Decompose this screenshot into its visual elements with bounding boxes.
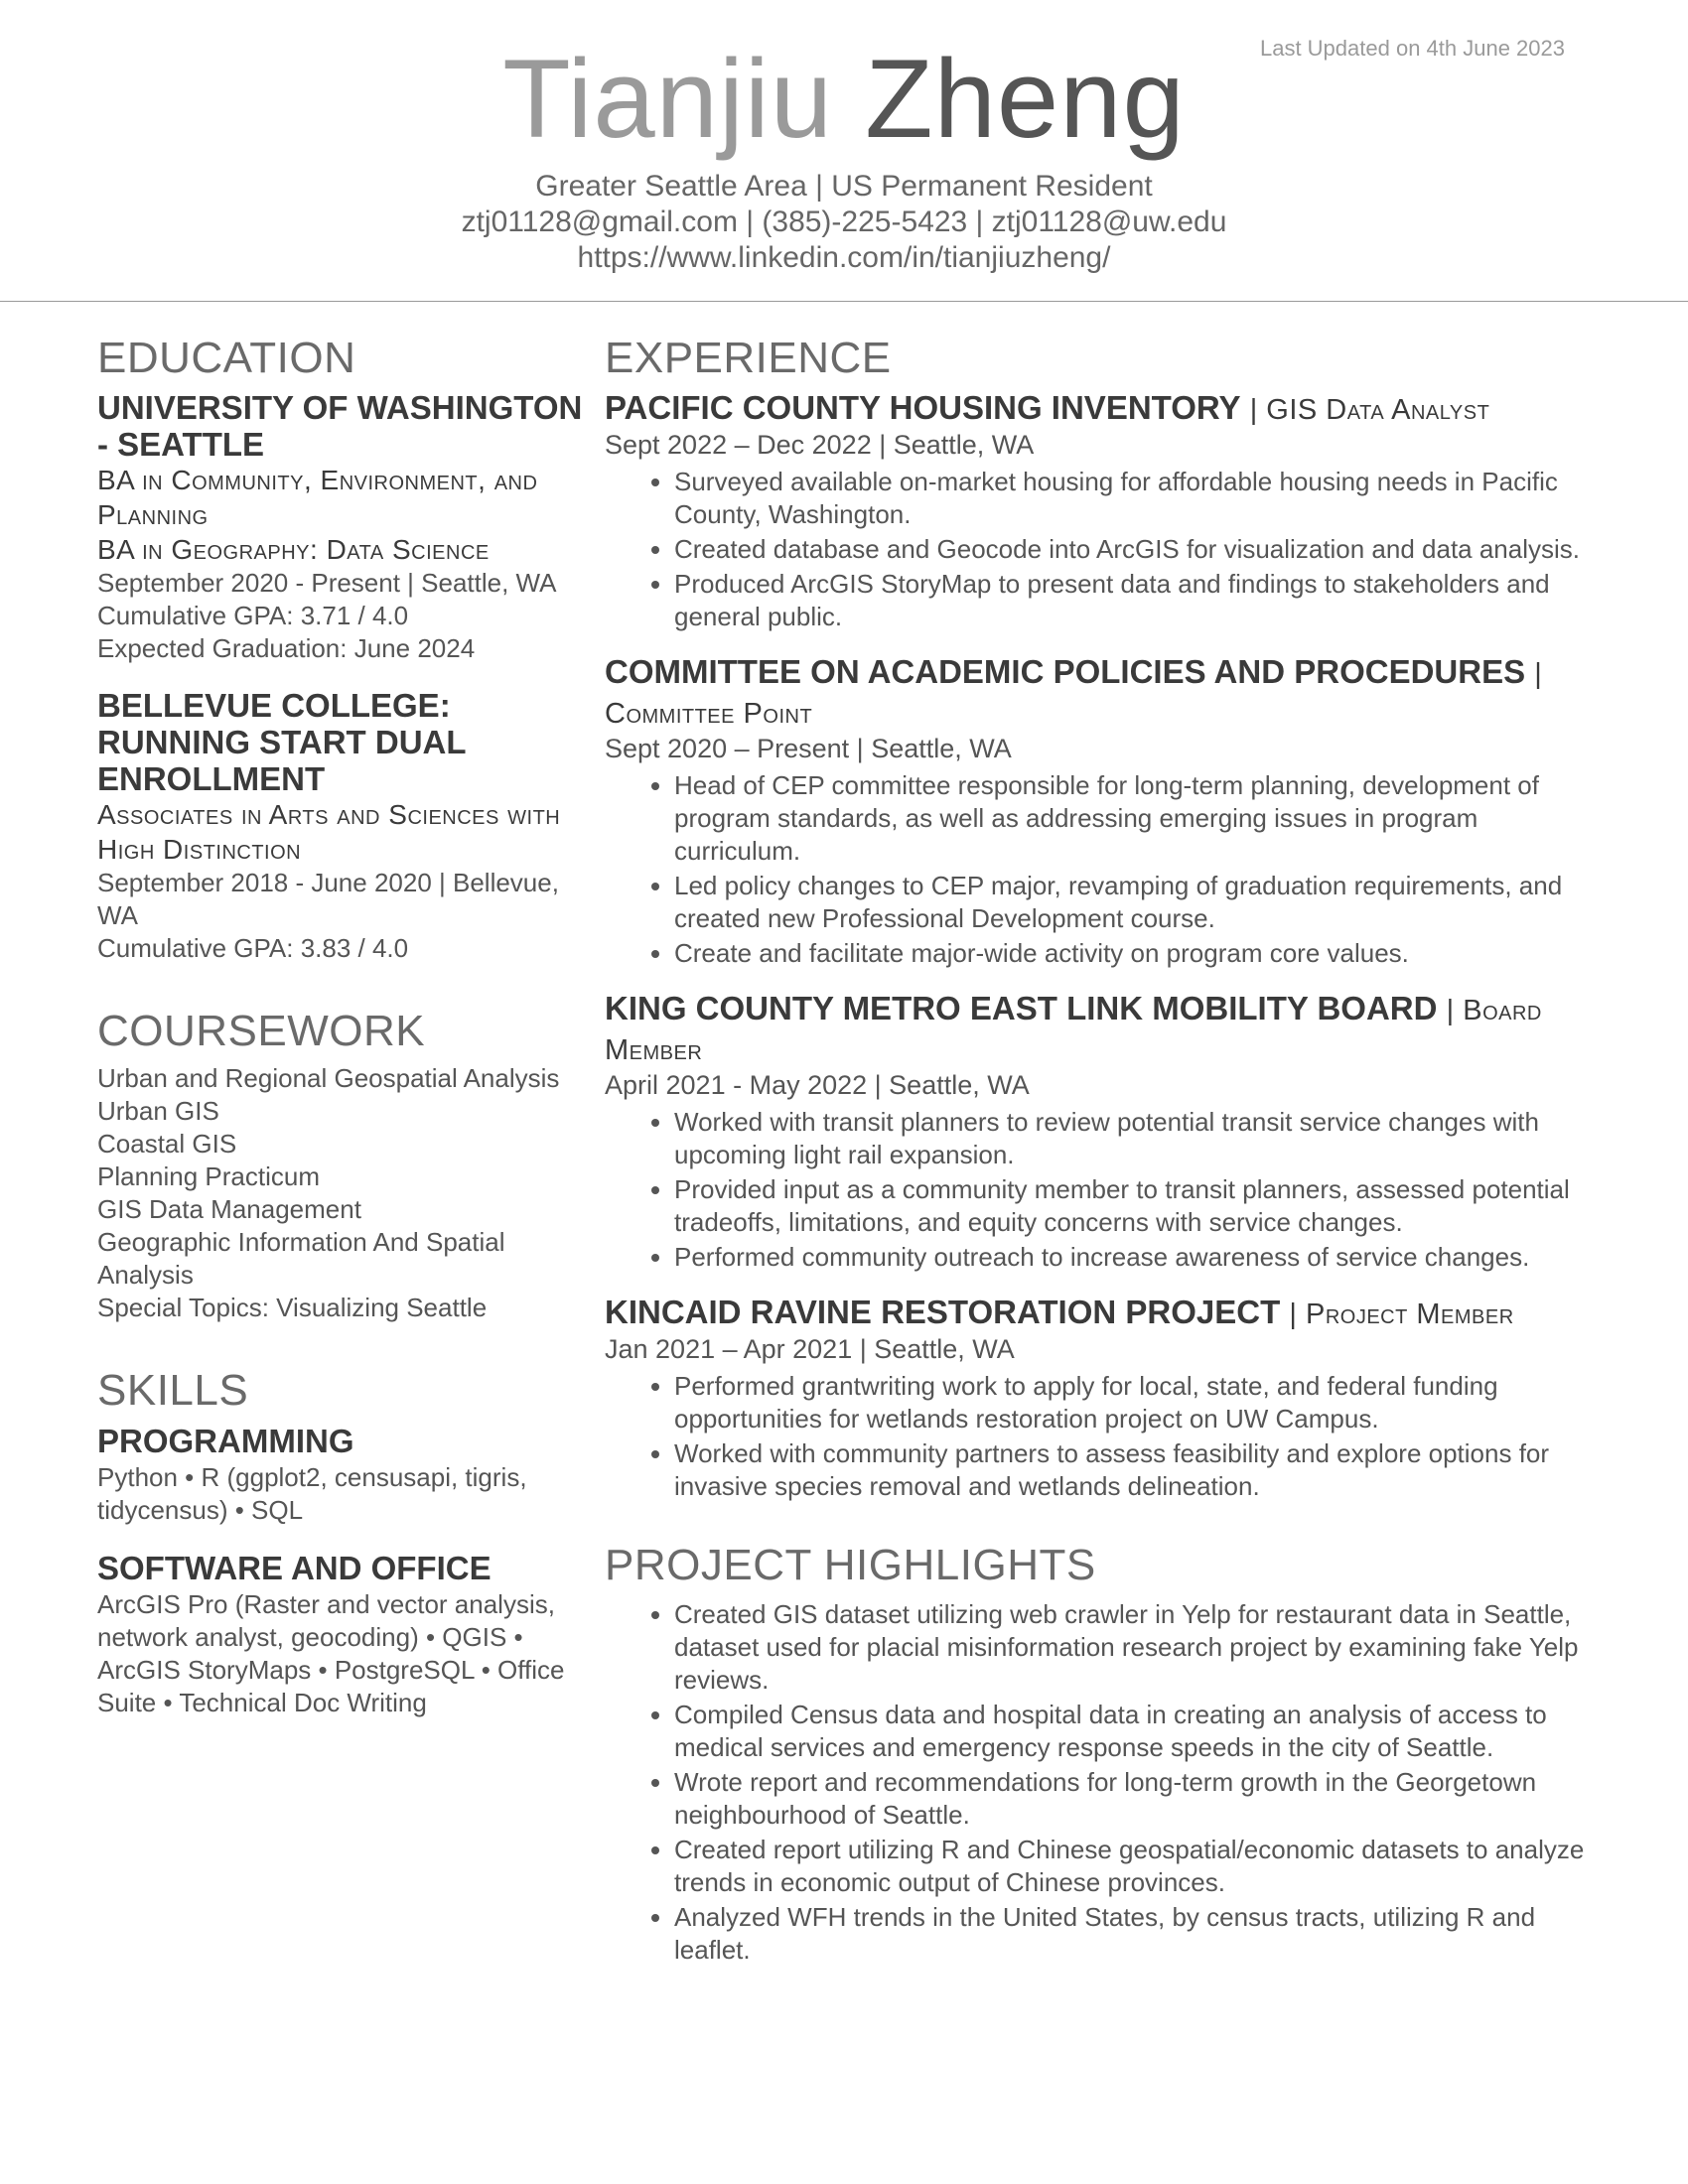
job-org: KING COUNTY METRO EAST LINK MOBILITY BOARD [605,990,1438,1026]
school-bellevue [97,687,596,965]
job-bullets [605,1370,1598,1503]
job-bullet: • Worked with community partners to assess feasibility and explore options for invasive species removal and wetlands delineation. [674,1437,1598,1503]
first-name: Tianjiu [502,37,834,161]
right-column [605,330,1598,1969]
project-bullet: • Analyzed WFH trends in the United States, by census tracts, utilizing R and leaflet. [674,1901,1598,1967]
school-uw [97,389,596,665]
section-title-projects: PROJECT HIGHLIGHTS [605,1541,1096,1589]
school-name: BELLEVUE COLLEGE: RUNNING START DUAL ENROLLMENT [97,687,466,797]
degree: BA in Geography: Data Science [97,534,490,565]
location-line: Greater Seattle Area | US Permanent Resident [535,170,1153,203]
job-heading [605,389,1598,429]
job-dates: Sept 2020 – Present | Seattle, WA [605,734,1012,763]
job-bullets [605,1106,1598,1274]
job-bullet: • Create and facilitate major-wide activity on program core values. [674,937,1598,970]
school-gpa: Cumulative GPA: 3.71 / 4.0 [97,601,409,630]
course-item: Coastal GIS [97,1129,237,1159]
job-heading [605,1294,1598,1333]
course-item: Urban and Regional Geospatial Analysis [97,1063,560,1093]
job-bullet: • Produced ArcGIS StoryMap to present data and findings to stakeholders and general public. [674,568,1598,633]
school-dates: September 2018 - June 2020 | Bellevue, WA [97,868,559,930]
project-bullet: • Created GIS dataset utilizing web crawler in Yelp for restaurant data in Seattle, dataset used for placial misinformation research project by examining fake Yelp reviews. [674,1598,1598,1697]
job-bullet: • Provided input as a community member to transit planners, assessed potential tradeoffs, limitations, and equity concerns with service changes. [674,1173,1598,1239]
course-item: GIS Data Management [97,1194,361,1224]
last-updated: Last Updated on 4th June 2023 [1259,36,1565,61]
section-title-skills: SKILLS [97,1366,249,1415]
job-dates: April 2021 - May 2022 | Seattle, WA [605,1070,1030,1100]
job-bullet: • Surveyed available on-market housing for affordable housing needs in Pacific County, Washington. [674,466,1598,531]
job-bullet: • Head of CEP committee responsible for long-term planning, development of program standards, as well as addressing emerging issues in program curriculum. [674,769,1598,868]
last-name: Zheng [865,37,1186,161]
degree: Associates in Arts and Sciences with High Distinction [97,799,561,865]
job-org: COMMITTEE ON ACADEMIC POLICIES AND PROCEDURES [605,653,1526,690]
skills-programming-text: Python • R (ggplot2, censusapi, tigris, tidycensus) • SQL [97,1462,527,1525]
job-entry [605,1294,1598,1503]
job-role: | Board Member [605,995,1542,1066]
degree: BA in Community, Environment, and Planning [97,465,538,530]
section-title-experience: EXPERIENCE [605,334,892,382]
full-name [0,37,1688,161]
left-column [97,330,596,1719]
course-item: Planning Practicum [97,1161,320,1191]
project-bullet: • Wrote report and recommendations for long-term growth in the Georgetown neighbourhood of Seattle. [674,1766,1598,1832]
skills-software-title: SOFTWARE AND OFFICE [97,1550,492,1586]
job-heading [605,990,1598,1069]
job-org: PACIFIC COUNTY HOUSING INVENTORY [605,389,1241,426]
section-title-education: EDUCATION [97,334,356,382]
job-bullets [605,769,1598,970]
school-dates: September 2020 - Present | Seattle, WA [97,568,557,598]
skills-software-text: ArcGIS Pro (Raster and vector analysis, network analyst, geocoding) • QGIS • ArcGIS StoryMaps • PostgreSQL • Office Suite • Technical Doc Writing [97,1589,565,1717]
course-item: Special Topics: Visualizing Seattle [97,1293,488,1322]
job-bullet: • Worked with transit planners to review potential transit service changes with upcoming light rail expansion. [674,1106,1598,1171]
job-org: KINCAID RAVINE RESTORATION PROJECT [605,1294,1281,1330]
school-graduation: Expected Graduation: June 2024 [97,633,476,663]
job-heading [605,653,1598,733]
job-role: | Committee Point [605,658,1543,730]
job-entry [605,990,1598,1274]
project-bullet: • Compiled Census data and hospital data in creating an analysis of access to medical services and emergency response speeds in the city of Seattle. [674,1699,1598,1764]
linkedin-link[interactable]: https://www.linkedin.com/in/tianjiuzheng/ [577,241,1111,274]
job-bullets [605,466,1598,633]
contact-line: ztj01128@gmail.com | (385)-225-5423 | ztj01128@uw.edu [461,205,1227,238]
job-role: | Project Member [1289,1298,1514,1330]
header-divider [0,301,1688,302]
school-gpa: Cumulative GPA: 3.83 / 4.0 [97,933,409,963]
project-bullets [605,1598,1598,1967]
skills-programming-title: PROGRAMMING [97,1423,354,1459]
job-bullet: • Performed grantwriting work to apply for local, state, and federal funding opportunities for wetlands restoration project on UW Campus. [674,1370,1598,1435]
job-bullet: • Led policy changes to CEP major, revamping of graduation requirements, and created new Professional Development course. [674,870,1598,935]
job-role: | GIS Data Analyst [1249,394,1490,426]
course-item: Geographic Information And Spatial Analysis [97,1227,505,1290]
course-item: Urban GIS [97,1096,219,1126]
section-title-coursework: COURSEWORK [97,1007,426,1055]
coursework-list [97,1062,596,1324]
job-dates: Jan 2021 – Apr 2021 | Seattle, WA [605,1334,1015,1364]
job-bullet: • Created database and Geocode into ArcGIS for visualization and data analysis. [674,533,1598,566]
job-dates: Sept 2022 – Dec 2022 | Seattle, WA [605,430,1035,460]
school-name: UNIVERSITY OF WASHINGTON - SEATTLE [97,389,583,463]
project-bullet: • Created report utilizing R and Chinese geospatial/economic datasets to analyze trends in economic output of Chinese provinces. [674,1834,1598,1899]
job-bullet: • Performed community outreach to increase awareness of service changes. [674,1241,1598,1274]
job-entry [605,653,1598,970]
contact-block [0,169,1688,276]
job-entry [605,389,1598,633]
